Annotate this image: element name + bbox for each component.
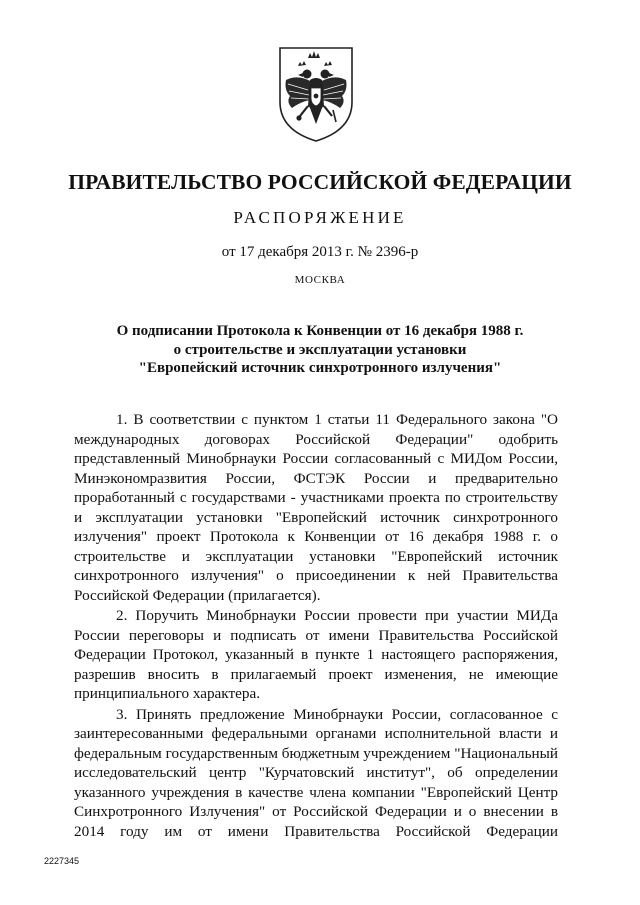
document-date-number: от 17 декабря 2013 г. № 2396-р [221, 244, 419, 260]
subject-line-1: О подписании Протокола к Конвенции от 16 декабря 1988 г. [116, 323, 524, 339]
government-title: ПРАВИТЕЛЬСТВО РОССИЙСКОЙ ФЕДЕРАЦИИ [68, 170, 572, 194]
paragraph-2: 2. Поручить Минобрнауки России провести при участии МИДа России переговоры и подписать от имени Правительства Российской Федерации Протокол, указанный в пункте 1 настоящего распоряжения, разрешив вносить в прилагаемый проект изменения, не имеющие принципиального характера. [74, 607, 558, 702]
document-code: 2227345 [44, 856, 80, 866]
paragraph-1: 1. В соответствии с пунктом 1 статьи 11 Федерального закона "О международных договорах Российской Федерации" одобрить представленный Минобрнауки России согласованный с МИДом России, Минэкономразвития России, ФСТЭК России и предварительно проработанный с государствами - участниками проекта по строительству и эксплуатации установки "Европейский источник синхротронного излучения" проект Протокола к Конвенции от 16 декабря 1988 г. о строительстве и эксплуатации установки "Европейский источник синхротронного излучения" о присоединении к ней Правительства Российской Федерации (прилагается). [74, 411, 558, 604]
document-body [74, 410, 558, 842]
paragraph-3: 3. Принять предложение Минобрнауки России, согласованное с заинтересованными федеральными органами исполнительной власти и федеральным государственным бюджетным учреждением "Национальный исследовательский центр "Курчатовский институт", об определении указанного учреждения в качестве члена компании "Европейский Центр Синхротронного Излучения" от Российской Федерации и о внесении в 2014 году им от имени Правительства Российской Федерации [74, 705, 558, 840]
coat-of-arms-icon [272, 44, 360, 144]
document-subject [40, 322, 600, 378]
subject-line-3: "Европейский источник синхротронного излучения" [138, 360, 502, 376]
document-city: МОСКВА [294, 274, 346, 286]
document-type: РАСПОРЯЖЕНИЕ [233, 208, 407, 227]
subject-line-2: о строительстве и эксплуатации установки [173, 341, 467, 358]
